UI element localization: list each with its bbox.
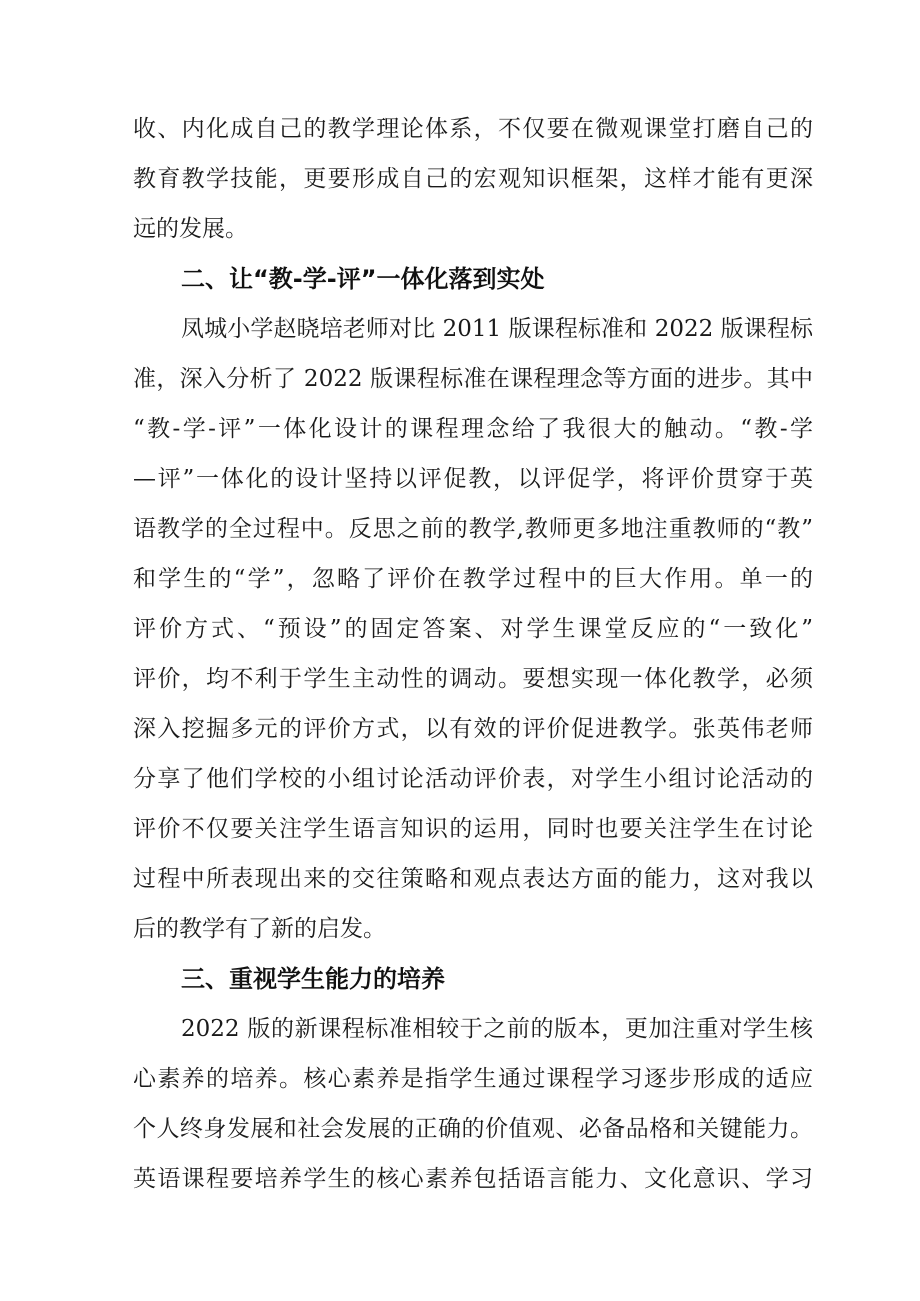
paragraph-line: 和学生的“学”，忽略了评价在教学过程中的巨大作用。单一的 bbox=[133, 566, 813, 592]
paragraph-line: 2022 版的新课程标准相较于之前的版本，更加注重对学生核 bbox=[181, 1016, 813, 1042]
paragraph-line: 深入挖掘多元的评价方式，以有效的评价促进教学。张英伟老师 bbox=[133, 716, 813, 742]
paragraph-line: 教育教学技能，更要形成自己的宏观知识框架，这样才能有更深 bbox=[133, 166, 813, 192]
paragraph-line: 准，深入分析了 2022 版课程标准在课程理念等方面的进步。其中 bbox=[133, 366, 813, 392]
paragraph-line: 个人终身发展和社会发展的正确的价值观、必备品格和关键能力。 bbox=[133, 1116, 813, 1142]
paragraph-line: 分享了他们学校的小组讨论活动评价表，对学生小组讨论活动的 bbox=[133, 766, 813, 792]
paragraph-line: 语教学的全过程中。反思之前的教学,教师更多地注重教师的“教” bbox=[133, 516, 813, 542]
section-heading-2: 二、让“教-学-评”一体化落到实处 bbox=[181, 265, 545, 293]
paragraph-line: —评”一体化的设计坚持以评促教，以评促学，将评价贯穿于英 bbox=[133, 466, 813, 492]
paragraph-line: 收、内化成自己的教学理论体系，不仅要在微观课堂打磨自己的 bbox=[133, 116, 813, 142]
paragraph-line: 凤城小学赵晓培老师对比 2011 版课程标准和 2022 版课程标 bbox=[181, 316, 813, 342]
paragraph-line: 英语课程要培养学生的核心素养包括语言能力、文化意识、学习 bbox=[133, 1166, 813, 1192]
paragraph-line: “教-学-评”一体化设计的课程理念给了我很大的触动。“教-学 bbox=[133, 416, 813, 442]
paragraph-line: 远的发展。 bbox=[133, 216, 248, 242]
paragraph-line: 后的教学有了新的启发。 bbox=[133, 916, 386, 942]
paragraph-line: 心素养的培养。核心素养是指学生通过课程学习逐步形成的适应 bbox=[133, 1066, 813, 1092]
section-heading-3: 三、重视学生能力的培养 bbox=[181, 965, 445, 993]
paragraph-line: 过程中所表现出来的交往策略和观点表达方面的能力，这对我以 bbox=[133, 866, 813, 892]
paragraph-line: 评价不仅要关注学生语言知识的运用，同时也要关注学生在讨论 bbox=[133, 816, 813, 842]
paragraph-line: 评价，均不利于学生主动性的调动。要想实现一体化教学，必须 bbox=[133, 666, 813, 692]
paragraph-line: 评价方式、“预设”的固定答案、对学生课堂反应的“一致化” bbox=[133, 616, 813, 642]
